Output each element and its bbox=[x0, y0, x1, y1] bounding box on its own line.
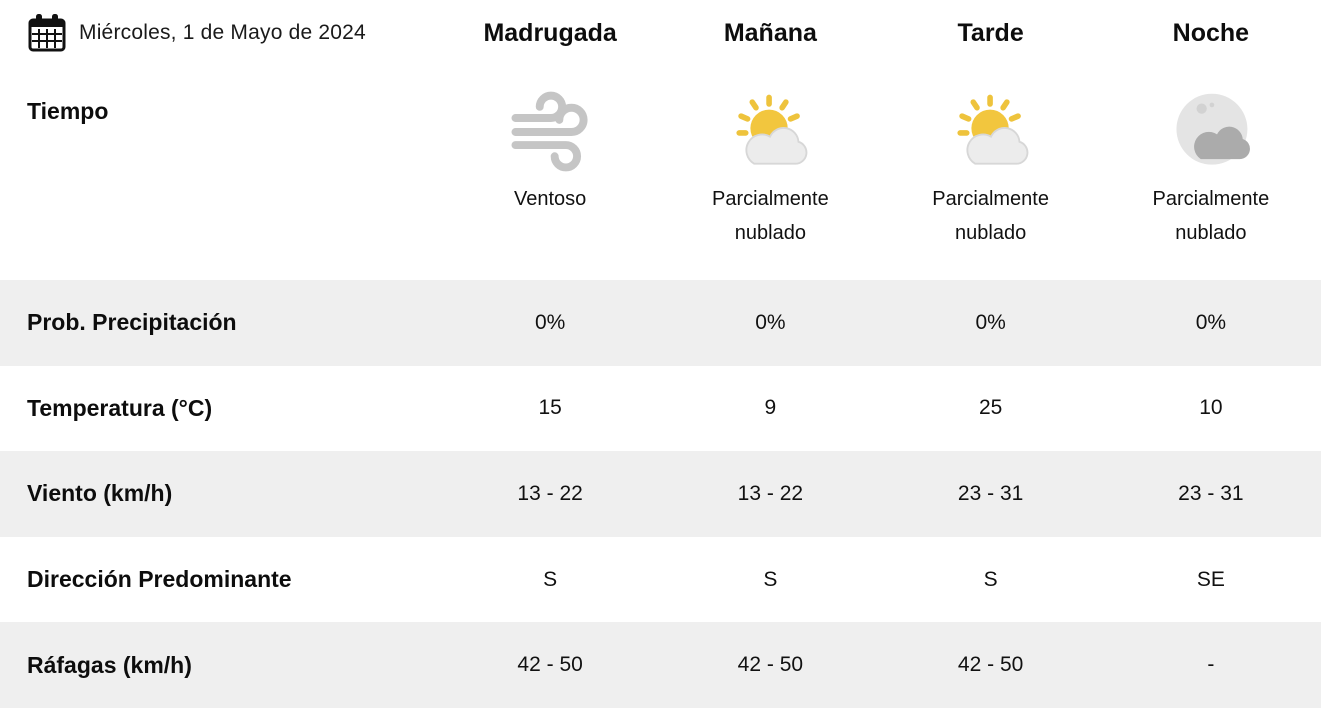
column-header-noche: Noche bbox=[1172, 18, 1250, 47]
calendar-icon bbox=[27, 13, 67, 53]
cell-value: 13 - 22 bbox=[737, 481, 804, 505]
condition-text: Ventoso bbox=[513, 188, 587, 210]
cell-value: 0% bbox=[534, 310, 566, 334]
condition-cell-madrugada bbox=[440, 66, 660, 216]
table-row-temperature bbox=[0, 366, 1321, 452]
cell-value: 0% bbox=[975, 310, 1006, 334]
cell-value: 23 - 31 bbox=[957, 481, 1024, 505]
partly-cloudy-day-icon bbox=[949, 90, 1033, 174]
cell-value: S bbox=[543, 567, 558, 591]
table-row-direction bbox=[0, 537, 1321, 623]
cell-value: 0% bbox=[755, 310, 786, 334]
row-label-gusts: Ráfagas (km/h) bbox=[27, 651, 192, 678]
cell-value: 42 - 50 bbox=[517, 653, 583, 677]
date-text: Miércoles, 1 de Mayo de 2024 bbox=[79, 21, 366, 44]
cell-value: 23 - 31 bbox=[1178, 481, 1244, 505]
cell-value: S bbox=[983, 567, 998, 591]
column-header-madrugada: Madrugada bbox=[483, 18, 617, 47]
condition-text: Parcialmente nublado bbox=[932, 188, 1049, 244]
condition-cell-manana bbox=[660, 66, 880, 250]
date-header bbox=[0, 13, 440, 53]
partly-cloudy-night-icon bbox=[1169, 90, 1253, 174]
cell-value: 10 bbox=[1199, 396, 1223, 420]
row-label-tiempo: Tiempo bbox=[27, 98, 109, 124]
cell-value: SE bbox=[1196, 567, 1225, 591]
row-label-direction: Dirección Predominante bbox=[27, 566, 292, 593]
wind-icon bbox=[508, 90, 592, 174]
column-header-tarde: Tarde bbox=[957, 18, 1024, 47]
cell-value: S bbox=[763, 567, 778, 591]
row-label-temperature: Temperatura (°C) bbox=[27, 394, 213, 421]
row-label-precipitation: Prob. Precipitación bbox=[27, 309, 237, 336]
table-row-wind bbox=[0, 451, 1321, 537]
row-label-wind: Viento (km/h) bbox=[27, 480, 173, 507]
weather-row bbox=[0, 66, 1321, 280]
table-row-gusts bbox=[0, 622, 1321, 708]
condition-cell-tarde bbox=[881, 66, 1101, 250]
cell-value: 13 - 22 bbox=[517, 481, 583, 505]
condition-cell-noche bbox=[1101, 66, 1321, 250]
cell-value: 25 bbox=[978, 396, 1003, 420]
column-header-manana: Mañana bbox=[723, 18, 817, 47]
cell-value: 9 bbox=[764, 396, 777, 420]
condition-text: Parcialmente nublado bbox=[712, 188, 829, 244]
partly-cloudy-day-icon bbox=[728, 90, 812, 174]
cell-value: 15 bbox=[538, 396, 562, 420]
cell-value: 42 - 50 bbox=[737, 653, 804, 677]
cell-value: 42 - 50 bbox=[957, 653, 1024, 677]
table-header-row bbox=[0, 0, 1321, 66]
condition-text: Parcialmente nublado bbox=[1152, 188, 1270, 244]
cell-value: 0% bbox=[1195, 310, 1227, 334]
table-row-precipitation bbox=[0, 280, 1321, 366]
cell-value: - bbox=[1207, 653, 1215, 677]
